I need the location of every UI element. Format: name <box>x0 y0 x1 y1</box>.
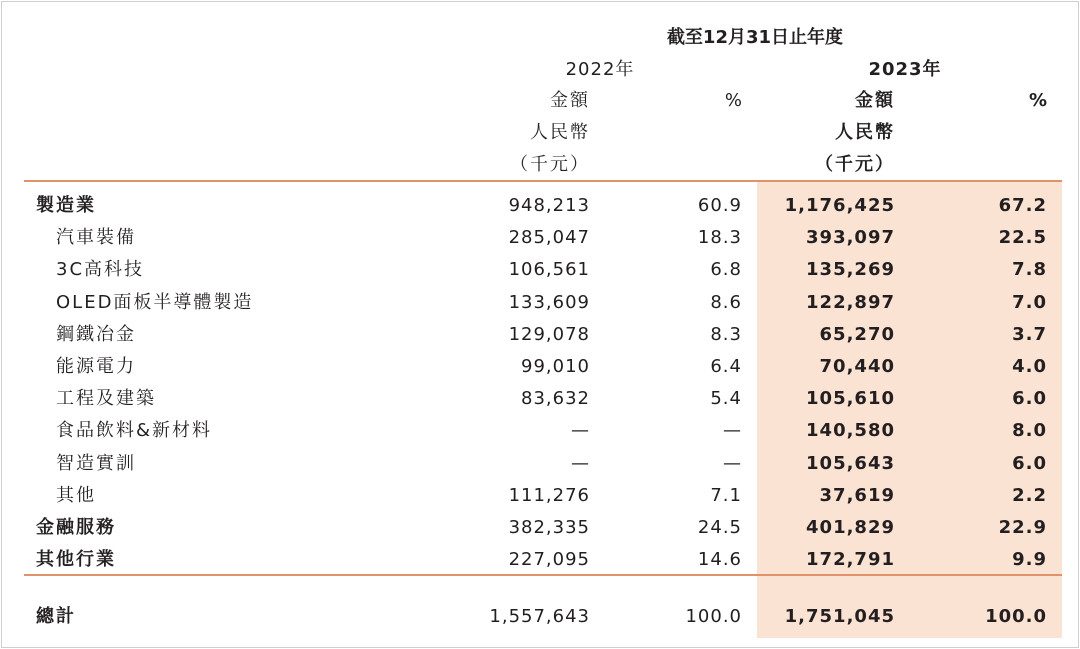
amount-2023: 393,097 <box>806 227 895 248</box>
amount-label-2023: 金額 <box>855 90 895 111</box>
amount-2023: 1,176,425 <box>784 195 895 216</box>
amount-2022: 948,213 <box>508 195 590 216</box>
row-label: 工程及建築 <box>56 388 156 409</box>
amount-2022: 382,335 <box>508 517 590 538</box>
total-percent-2022: 100.0 <box>685 606 742 627</box>
total-amount-2022: 1,557,643 <box>489 606 590 627</box>
header-rule <box>24 180 1062 182</box>
row-label: 金融服務 <box>36 517 116 538</box>
percent-2022: 7.1 <box>710 485 742 506</box>
row-label: 食品飲料&新材料 <box>56 420 213 441</box>
row-label: 汽車裝備 <box>56 227 136 248</box>
amount-2022: 99,010 <box>521 356 590 377</box>
percent-2023: 3.7 <box>1012 324 1047 345</box>
total-percent-2023: 100.0 <box>985 606 1047 627</box>
percent-2022: 6.8 <box>710 259 742 280</box>
amount-2023: 122,897 <box>806 292 895 313</box>
period-header: 截至12月31日止年度 <box>666 27 844 48</box>
percent-2023: 9.9 <box>1012 549 1047 570</box>
amount-2022: 111,276 <box>508 485 590 506</box>
percent-2022: 18.3 <box>697 227 742 248</box>
percent-2022: 24.5 <box>697 517 742 538</box>
row-label: 其他行業 <box>36 549 116 570</box>
amount-2022: 285,047 <box>508 227 590 248</box>
amount-2022: 133,609 <box>508 292 590 313</box>
percent-2022: 6.4 <box>710 356 742 377</box>
percent-2023: 67.2 <box>998 195 1047 216</box>
amount-2022: 106,561 <box>508 259 590 280</box>
percent-label-2023: % <box>1028 90 1047 111</box>
percent-2023: 6.0 <box>1012 453 1047 474</box>
currency-label-2023: 人民幣 <box>835 122 895 143</box>
year-2023-header: 2023年 <box>868 59 942 80</box>
row-label: 製造業 <box>36 195 96 216</box>
percent-2022: 14.6 <box>697 549 742 570</box>
total-amount-2023: 1,751,045 <box>784 606 895 627</box>
percent-2023: 7.0 <box>1012 292 1047 313</box>
amount-2023: 105,643 <box>806 453 895 474</box>
year-2022-header: 2022年 <box>565 59 635 80</box>
total-label: 總計 <box>36 606 76 627</box>
unit-label-2023: （千元） <box>815 154 895 175</box>
amount-2022: 129,078 <box>508 324 590 345</box>
percent-2022: 8.6 <box>710 292 742 313</box>
amount-2023: 135,269 <box>806 259 895 280</box>
row-label: 3C高科技 <box>56 259 145 280</box>
amount-2023: 140,580 <box>806 420 895 441</box>
amount-2023: 172,791 <box>806 549 895 570</box>
percent-2023: 7.8 <box>1012 259 1047 280</box>
amount-2022: — <box>571 420 590 441</box>
percent-2022: — <box>723 453 742 474</box>
amount-2022: 227,095 <box>508 549 590 570</box>
percent-2022: 5.4 <box>710 388 742 409</box>
percent-2023: 6.0 <box>1012 388 1047 409</box>
percent-2023: 4.0 <box>1012 356 1047 377</box>
amount-2023: 401,829 <box>806 517 895 538</box>
amount-2023: 105,610 <box>806 388 895 409</box>
amount-2022: — <box>571 453 590 474</box>
percent-label-2022: % <box>724 90 742 111</box>
row-label: OLED面板半導體製造 <box>56 292 254 313</box>
percent-2022: 60.9 <box>697 195 742 216</box>
percent-2023: 8.0 <box>1012 420 1047 441</box>
percent-2023: 22.9 <box>998 517 1047 538</box>
percent-2023: 22.5 <box>998 227 1047 248</box>
amount-2023: 65,270 <box>819 324 895 345</box>
amount-2023: 37,619 <box>819 485 895 506</box>
currency-label-2022: 人民幣 <box>530 122 590 143</box>
row-label: 其他 <box>56 485 96 506</box>
total-rule <box>24 574 1062 576</box>
percent-2022: — <box>723 420 742 441</box>
percent-2022: 8.3 <box>710 324 742 345</box>
amount-2023: 70,440 <box>819 356 895 377</box>
amount-2022: 83,632 <box>521 388 590 409</box>
row-label: 鋼鐵冶金 <box>56 324 136 345</box>
percent-2023: 2.2 <box>1012 485 1047 506</box>
amount-label-2022: 金額 <box>550 90 590 111</box>
unit-label-2022: （千元） <box>510 154 590 175</box>
row-label: 能源電力 <box>56 356 136 377</box>
row-label: 智造實訓 <box>56 453 136 474</box>
